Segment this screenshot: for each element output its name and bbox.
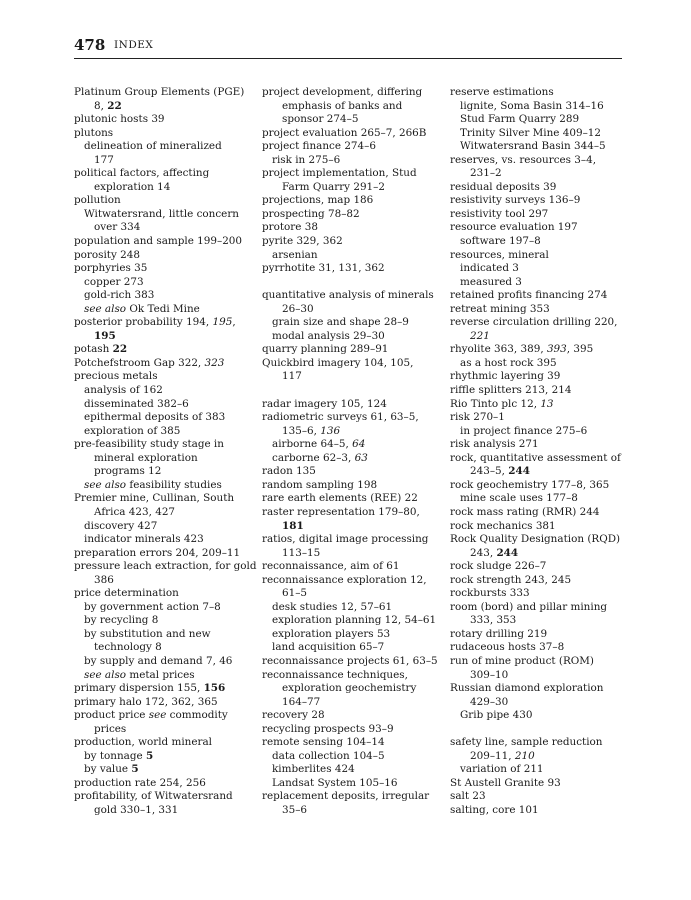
index-entry-continuation: emphasis of banks and bbox=[282, 99, 403, 112]
index-entry bbox=[262, 330, 444, 344]
index-entry-line: project implementation, Stud bbox=[262, 167, 417, 180]
index-entry-continuation: 8, 22 bbox=[94, 99, 122, 112]
index-entry-continuation: mineral exploration bbox=[94, 451, 198, 464]
index-entry-line: pyrrhotite 31, 131, 362 bbox=[262, 262, 385, 275]
index-entry-line: radon 135 bbox=[262, 465, 316, 478]
index-entry bbox=[450, 208, 632, 222]
index-entry bbox=[74, 208, 256, 235]
index-entry bbox=[450, 790, 632, 804]
index-entry-line: rhythmic layering 39 bbox=[450, 370, 561, 383]
index-entry-line: see also feasibility studies bbox=[84, 478, 222, 491]
index-entry-line: project development, differing bbox=[262, 86, 423, 98]
index-entry bbox=[74, 533, 256, 547]
index-entry-line: epithermal deposits of 383 bbox=[84, 411, 226, 424]
index-entry bbox=[262, 398, 444, 412]
index-entry-continuation: 221 bbox=[470, 329, 490, 342]
index-entry-line: Rock Quality Designation (RQD) bbox=[450, 533, 621, 546]
index-entry-continuation: 231–2 bbox=[470, 167, 502, 180]
index-entry-line: airborne 64–5, 64 bbox=[272, 438, 366, 451]
index-entry-continuation: sponsor 274–5 bbox=[282, 113, 359, 126]
index-entry-line: reserves, vs. resources 3–4, bbox=[450, 153, 597, 166]
index-entry bbox=[262, 316, 444, 330]
index-entry bbox=[450, 262, 632, 276]
index-entry bbox=[450, 100, 632, 114]
index-entry-continuation: 386 bbox=[94, 573, 114, 586]
index-entry-continuation: exploration 14 bbox=[94, 180, 171, 193]
index-entry-line: ratios, digital image processing bbox=[262, 533, 429, 546]
index-entry bbox=[74, 343, 256, 357]
header-rule bbox=[74, 58, 622, 59]
index-entry bbox=[262, 357, 444, 384]
index-entry-continuation: 333, 353 bbox=[470, 614, 517, 627]
index-entry-line: run of mine product (ROM) bbox=[450, 654, 594, 667]
index-entry-line: Potchefstroom Gap 322, 323 bbox=[74, 356, 225, 369]
index-entry-line: quarry planning 289–91 bbox=[262, 343, 389, 356]
index-entry-continuation: 429–30 bbox=[470, 695, 509, 708]
index-entry-line: mine scale uses 177–8 bbox=[460, 492, 578, 505]
index-entry bbox=[74, 113, 256, 127]
index-entry bbox=[450, 398, 632, 412]
index-entry-continuation: 309–10 bbox=[470, 668, 509, 681]
index-entry bbox=[74, 194, 256, 208]
index-entry-line: measured 3 bbox=[460, 275, 522, 288]
index-entry-continuation: gold 330–1, 331 bbox=[94, 803, 179, 816]
index-entry bbox=[262, 127, 444, 141]
index-entry-line: recovery 28 bbox=[262, 709, 325, 722]
index-entry-line: Landsat System 105–16 bbox=[272, 776, 398, 789]
index-entry-line: production rate 254, 256 bbox=[74, 776, 206, 789]
index-entry bbox=[450, 276, 632, 290]
index-entry bbox=[262, 465, 444, 479]
index-column-3 bbox=[450, 86, 632, 818]
index-entry-line: rock mechanics 381 bbox=[450, 519, 556, 532]
index-entry bbox=[262, 86, 444, 127]
index-entry bbox=[450, 452, 632, 479]
index-entry bbox=[262, 506, 444, 533]
index-entry bbox=[262, 560, 444, 574]
index-entry-line: project finance 274–6 bbox=[262, 140, 376, 153]
index-entry-line: resistivity surveys 136–9 bbox=[450, 194, 581, 207]
index-entry-line: raster representation 179–80, bbox=[262, 505, 420, 518]
index-entry bbox=[74, 736, 256, 750]
index-entry-line: rock sludge 226–7 bbox=[450, 560, 547, 573]
index-entry bbox=[262, 601, 444, 615]
index-entry bbox=[450, 777, 632, 791]
index-entry-line: resources, mineral bbox=[450, 248, 549, 261]
index-entry-line: gold-rich 383 bbox=[84, 289, 155, 302]
index-entry bbox=[450, 194, 632, 208]
index-entry-line: grain size and shape 28–9 bbox=[272, 316, 409, 329]
index-entry bbox=[262, 628, 444, 642]
index-entry-continuation: 181 bbox=[282, 519, 304, 532]
index-entry-line: risk 270–1 bbox=[450, 411, 505, 424]
index-entry bbox=[450, 411, 632, 425]
index-entry-line: residual deposits 39 bbox=[450, 180, 557, 193]
index-entry bbox=[74, 303, 256, 317]
index-entry bbox=[262, 669, 444, 710]
index-entry-line: resource evaluation 197 bbox=[450, 221, 578, 234]
index-entry-line: plutonic hosts 39 bbox=[74, 113, 165, 126]
index-entry-continuation: 195 bbox=[94, 329, 116, 342]
index-entry-line: discovery 427 bbox=[84, 519, 158, 532]
index-entry bbox=[74, 763, 256, 777]
index-entry-continuation: 243–5, 244 bbox=[470, 465, 530, 478]
index-entry bbox=[74, 289, 256, 303]
index-entry-line: salting, core 101 bbox=[450, 803, 539, 816]
index-entry bbox=[262, 723, 444, 737]
index-entry bbox=[450, 492, 632, 506]
index-entry-line: indicated 3 bbox=[460, 262, 519, 275]
letter-group-gap bbox=[262, 384, 444, 398]
index-entry bbox=[74, 628, 256, 655]
index-entry-line: population and sample 199–200 bbox=[74, 235, 243, 248]
index-entry-continuation: 209–11, 210 bbox=[470, 749, 535, 762]
index-entry-line: indicator minerals 423 bbox=[84, 533, 204, 546]
index-entry-line: by value 5 bbox=[84, 763, 139, 776]
index-entry bbox=[74, 357, 256, 371]
index-entry-line: retreat mining 353 bbox=[450, 302, 550, 315]
index-entry bbox=[74, 587, 256, 601]
index-entry-continuation: 61–5 bbox=[282, 587, 308, 600]
index-entry bbox=[262, 655, 444, 669]
letter-group-gap bbox=[262, 276, 444, 290]
index-entry-line: desk studies 12, 57–61 bbox=[272, 600, 393, 613]
index-entry-line: see also metal prices bbox=[84, 668, 195, 681]
index-entry-line: reverse circulation drilling 220, bbox=[450, 316, 618, 329]
index-entry-continuation: exploration geochemistry bbox=[282, 682, 417, 695]
index-entry-line: pressure leach extraction, for gold bbox=[74, 560, 257, 573]
index-entry bbox=[74, 614, 256, 628]
index-entry bbox=[74, 750, 256, 764]
index-entry-line: plutons bbox=[74, 126, 114, 139]
index-entry-line: reconnaissance projects 61, 63–5 bbox=[262, 654, 438, 667]
index-entry bbox=[74, 411, 256, 425]
index-entry bbox=[74, 384, 256, 398]
index-entry bbox=[450, 181, 632, 195]
index-entry bbox=[450, 235, 632, 249]
index-entry-continuation: 35–6 bbox=[282, 803, 308, 816]
index-entry-line: potash 22 bbox=[74, 343, 128, 356]
index-entry bbox=[450, 357, 632, 371]
index-entry-continuation: 135–6, 136 bbox=[282, 424, 341, 437]
index-entry bbox=[450, 438, 632, 452]
index-entry bbox=[450, 370, 632, 384]
index-entry-line: reserve estimations bbox=[450, 86, 554, 98]
index-entry bbox=[450, 587, 632, 601]
index-entry bbox=[262, 790, 444, 817]
index-entry bbox=[74, 492, 256, 519]
index-entry bbox=[262, 221, 444, 235]
index-entry bbox=[74, 140, 256, 167]
index-entry bbox=[450, 343, 632, 357]
index-entry bbox=[74, 520, 256, 534]
index-entry bbox=[74, 682, 256, 696]
index-entry-line: replacement deposits, irregular bbox=[262, 790, 430, 803]
index-entry-line: pyrite 329, 362 bbox=[262, 235, 343, 248]
index-entry bbox=[262, 154, 444, 168]
index-entry bbox=[450, 763, 632, 777]
index-entry bbox=[74, 276, 256, 290]
index-entry-line: Rio Tinto plc 12, 13 bbox=[450, 397, 554, 410]
index-entry-line: rudaceous hosts 37–8 bbox=[450, 641, 565, 654]
index-entry bbox=[450, 316, 632, 343]
index-entry-line: project evaluation 265–7, 266B bbox=[262, 126, 427, 139]
index-entry bbox=[262, 777, 444, 791]
index-entry bbox=[74, 709, 256, 736]
index-entry bbox=[74, 398, 256, 412]
index-entry bbox=[450, 533, 632, 560]
index-entry-line: rock, quantitative assessment of bbox=[450, 451, 621, 464]
index-entry-line: Trinity Silver Mine 409–12 bbox=[460, 126, 601, 139]
index-entry bbox=[262, 140, 444, 154]
index-entry bbox=[450, 384, 632, 398]
index-entry bbox=[262, 438, 444, 452]
index-entry-line: production, world mineral bbox=[74, 736, 212, 749]
index-entry-line: copper 273 bbox=[84, 275, 144, 288]
index-entry bbox=[450, 506, 632, 520]
index-entry bbox=[450, 601, 632, 628]
index-entry-continuation: prices bbox=[94, 722, 127, 735]
index-entry-line: arsenian bbox=[272, 248, 318, 261]
index-entry bbox=[262, 167, 444, 194]
index-entry bbox=[74, 547, 256, 561]
index-entry-line: resistivity tool 297 bbox=[450, 207, 549, 220]
index-entry-line: rhyolite 363, 389, 393, 395 bbox=[450, 343, 594, 356]
index-entry bbox=[262, 492, 444, 506]
index-entry-line: room (bord) and pillar mining bbox=[450, 600, 608, 613]
index-entry bbox=[262, 574, 444, 601]
index-entry bbox=[262, 289, 444, 316]
index-entry-line: radar imagery 105, 124 bbox=[262, 397, 387, 410]
index-entry bbox=[450, 86, 632, 100]
index-entry-line: pollution bbox=[74, 194, 121, 207]
index-entry-line: radiometric surveys 61, 63–5, bbox=[262, 411, 419, 424]
index-entry-line: precious metals bbox=[74, 370, 158, 383]
index-entry bbox=[262, 249, 444, 263]
index-entry bbox=[450, 574, 632, 588]
index-entry-line: modal analysis 29–30 bbox=[272, 329, 385, 342]
index-entry-line: disseminated 382–6 bbox=[84, 397, 189, 410]
index-entry bbox=[450, 560, 632, 574]
index-entry-continuation: 243, 244 bbox=[470, 546, 519, 559]
index-entry-line: St Austell Granite 93 bbox=[450, 776, 561, 789]
index-entry-continuation: over 334 bbox=[94, 221, 141, 234]
page-header bbox=[74, 36, 622, 58]
index-entry bbox=[262, 736, 444, 750]
running-head: INDEX bbox=[114, 39, 154, 51]
index-entry bbox=[74, 167, 256, 194]
index-entry-line: porphyries 35 bbox=[74, 262, 148, 275]
index-entry-line: recycling prospects 93–9 bbox=[262, 722, 394, 735]
index-entry bbox=[74, 777, 256, 791]
index-entry-line: rotary drilling 219 bbox=[450, 627, 548, 640]
index-entry-line: by supply and demand 7, 46 bbox=[84, 654, 233, 667]
index-entry-line: see also Ok Tedi Mine bbox=[84, 302, 200, 315]
index-entry-line: rockbursts 333 bbox=[450, 587, 530, 600]
index-entry-continuation: technology 8 bbox=[94, 641, 162, 654]
index-entry-continuation: 177 bbox=[94, 153, 114, 166]
index-entry-line: retained profits financing 274 bbox=[450, 289, 608, 302]
index-entry-line: Grib pipe 430 bbox=[460, 709, 533, 722]
index-entry-line: software 197–8 bbox=[460, 235, 541, 248]
index-entry bbox=[74, 262, 256, 276]
index-entry bbox=[450, 655, 632, 682]
index-entry bbox=[262, 262, 444, 276]
index-entry bbox=[74, 316, 256, 343]
index-entry-line: reconnaissance techniques, bbox=[262, 668, 408, 681]
index-entry-line: Premier mine, Cullinan, South bbox=[74, 492, 235, 505]
index-entry bbox=[74, 235, 256, 249]
index-entry-line: product price see commodity bbox=[74, 709, 228, 722]
index-entry bbox=[74, 479, 256, 493]
index-entry-line: remote sensing 104–14 bbox=[262, 736, 385, 749]
index-entry bbox=[450, 127, 632, 141]
index-entry bbox=[262, 208, 444, 222]
index-entry bbox=[450, 303, 632, 317]
index-entry bbox=[74, 560, 256, 587]
index-entry-line: prospecting 78–82 bbox=[262, 207, 360, 220]
index-entry bbox=[450, 154, 632, 181]
index-entry bbox=[262, 343, 444, 357]
index-entry-line: risk in 275–6 bbox=[272, 153, 341, 166]
index-entry-continuation: Farm Quarry 291–2 bbox=[282, 180, 385, 193]
index-entry-line: reconnaissance exploration 12, bbox=[262, 573, 427, 586]
index-entry-line: protore 38 bbox=[262, 221, 318, 234]
index-entry bbox=[262, 709, 444, 723]
index-entry-line: by recycling 8 bbox=[84, 614, 159, 627]
index-entry-line: delineation of mineralized bbox=[84, 140, 222, 153]
index-entry bbox=[450, 804, 632, 818]
index-entry bbox=[74, 655, 256, 669]
index-entry bbox=[74, 790, 256, 817]
index-entry bbox=[262, 763, 444, 777]
index-entry-line: rock mass rating (RMR) 244 bbox=[450, 505, 600, 518]
index-entry-line: random sampling 198 bbox=[262, 478, 378, 491]
index-entry-line: Stud Farm Quarry 289 bbox=[460, 113, 580, 126]
index-entry bbox=[450, 709, 632, 723]
index-entry bbox=[74, 601, 256, 615]
index-entry-line: pre-feasibility study stage in bbox=[74, 438, 224, 451]
index-entry bbox=[450, 113, 632, 127]
index-entry-line: safety line, sample reduction bbox=[450, 736, 603, 749]
index-entry bbox=[450, 628, 632, 642]
index-entry-line: political factors, affecting bbox=[74, 167, 210, 180]
index-column-2 bbox=[262, 86, 444, 818]
index-entry bbox=[262, 479, 444, 493]
index-entry-line: rock strength 243, 245 bbox=[450, 573, 572, 586]
index-entry-line: Quickbird imagery 104, 105, bbox=[262, 356, 414, 369]
index-entry bbox=[450, 289, 632, 303]
index-entry-line: profitability, of Witwatersrand bbox=[74, 790, 233, 803]
index-entry-line: in project finance 275–6 bbox=[460, 424, 588, 437]
index-entry-continuation: 113–15 bbox=[282, 546, 321, 559]
index-entry bbox=[262, 533, 444, 560]
index-entry bbox=[262, 614, 444, 628]
index-entry bbox=[450, 249, 632, 263]
index-entry bbox=[450, 140, 632, 154]
index-entry bbox=[450, 520, 632, 534]
index-entry-line: projections, map 186 bbox=[262, 194, 374, 207]
index-entry bbox=[450, 736, 632, 763]
index-entry-continuation: 117 bbox=[282, 370, 302, 383]
index-entry bbox=[74, 669, 256, 683]
index-entry-line: primary dispersion 155, 156 bbox=[74, 682, 226, 695]
index-entry bbox=[74, 86, 256, 113]
index-entry bbox=[450, 641, 632, 655]
index-entry bbox=[74, 696, 256, 710]
index-entry-line: quantitative analysis of minerals bbox=[262, 289, 434, 302]
index-entry-line: variation of 211 bbox=[460, 763, 544, 776]
index-entry bbox=[74, 127, 256, 141]
index-entry-line: as a host rock 395 bbox=[460, 356, 557, 369]
index-entry-line: carborne 62–3, 63 bbox=[272, 451, 368, 464]
index-entry-line: Witwatersrand Basin 344–5 bbox=[460, 140, 606, 153]
index-entry bbox=[262, 750, 444, 764]
index-entry bbox=[74, 438, 256, 479]
index-entry-line: analysis of 162 bbox=[84, 384, 163, 397]
index-entry-line: risk analysis 271 bbox=[450, 438, 539, 451]
index-entry-line: rock geochemistry 177–8, 365 bbox=[450, 478, 610, 491]
index-entry-line: lignite, Soma Basin 314–16 bbox=[460, 99, 604, 112]
index-entry-line: porosity 248 bbox=[74, 248, 140, 261]
index-entry bbox=[262, 194, 444, 208]
index-entry-line: land acquisition 65–7 bbox=[272, 641, 385, 654]
index-entry-line: exploration of 385 bbox=[84, 424, 181, 437]
index-entry-line: primary halo 172, 362, 365 bbox=[74, 695, 218, 708]
page-number: 478 bbox=[74, 36, 106, 54]
index-entry bbox=[262, 235, 444, 249]
index-entry-continuation: 26–30 bbox=[282, 302, 314, 315]
index-entry-continuation: programs 12 bbox=[94, 465, 162, 478]
index-entry bbox=[74, 249, 256, 263]
index-entry-line: price determination bbox=[74, 587, 179, 600]
letter-group-gap bbox=[450, 723, 632, 737]
index-entry-line: exploration players 53 bbox=[272, 627, 391, 640]
index-entry-line: by tonnage 5 bbox=[84, 749, 154, 762]
index-entry bbox=[74, 370, 256, 384]
index-entry-line: reconnaissance, aim of 61 bbox=[262, 560, 400, 573]
index-entry-line: Platinum Group Elements (PGE) bbox=[74, 86, 245, 98]
index-entry bbox=[450, 479, 632, 493]
index-entry-line: data collection 104–5 bbox=[272, 749, 385, 762]
index-entry-line: posterior probability 194, 195, bbox=[74, 316, 236, 329]
index-entry-continuation: Africa 423, 427 bbox=[94, 505, 176, 518]
index-entry bbox=[74, 425, 256, 439]
index-entry bbox=[450, 221, 632, 235]
index-entry bbox=[450, 682, 632, 709]
index-entry-line: rare earth elements (REE) 22 bbox=[262, 492, 418, 505]
index-entry-line: riffle splitters 213, 214 bbox=[450, 384, 572, 397]
index-entry bbox=[262, 411, 444, 438]
index-entry-line: kimberlites 424 bbox=[272, 763, 355, 776]
index-entry-line: salt 23 bbox=[450, 790, 486, 803]
index-entry-line: preparation errors 204, 209–11 bbox=[74, 546, 241, 559]
index-entry-line: by substitution and new bbox=[84, 627, 211, 640]
index-entry-line: Russian diamond exploration bbox=[450, 682, 604, 695]
index-entry-line: exploration planning 12, 54–61 bbox=[272, 614, 437, 627]
index-entry-line: by government action 7–8 bbox=[84, 600, 221, 613]
index-entry bbox=[262, 452, 444, 466]
index-column-1 bbox=[74, 86, 256, 818]
index-entry-line: Witwatersrand, little concern bbox=[84, 207, 239, 220]
index-entry bbox=[450, 425, 632, 439]
index-entry-continuation: 164–77 bbox=[282, 695, 321, 708]
index-entry bbox=[262, 641, 444, 655]
